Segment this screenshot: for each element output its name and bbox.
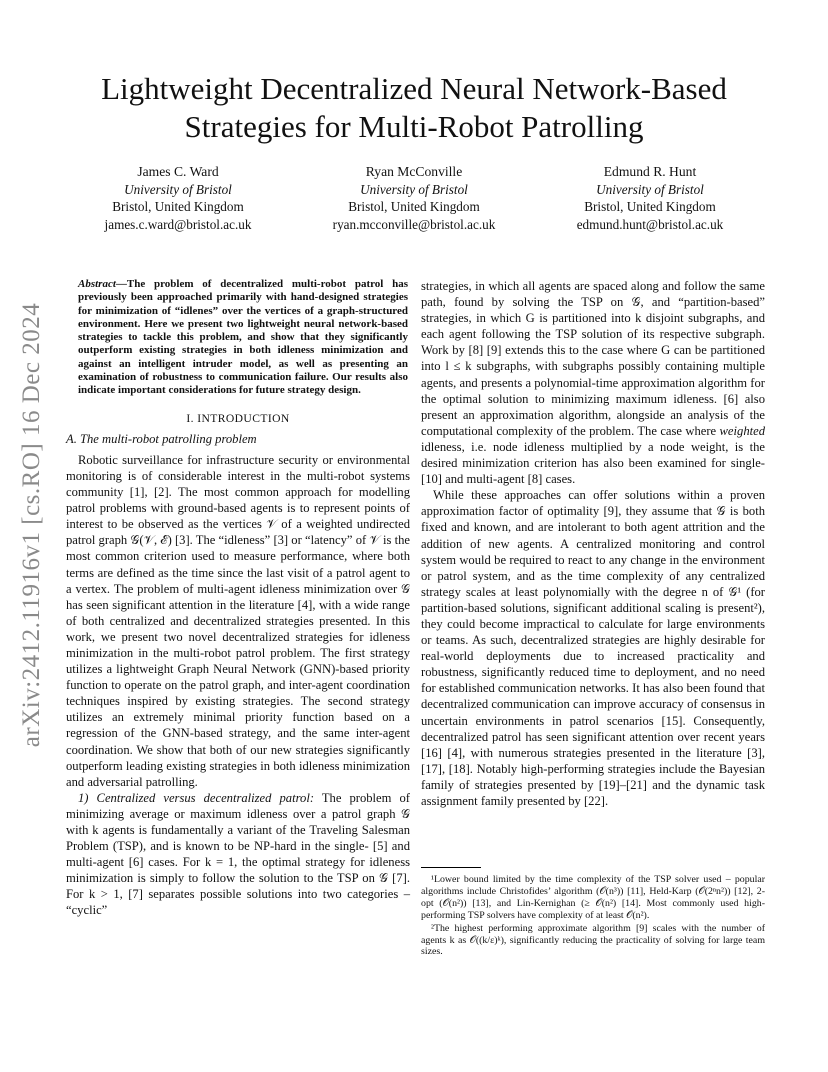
arxiv-identifier-stamp	[14, 290, 50, 760]
author-name: James C. Ward	[137, 164, 219, 179]
author-name: Ryan McConville	[365, 164, 463, 179]
author-block	[60, 163, 768, 233]
footnote-1: ¹Lower bound limited by the time complexity of the TSP solver used – popular algorithms include Christofides’ algorithm (𝒪(n³)) [11], Held-Karp (𝒪(2ⁿn²)) [12], 2-opt (𝒪(n²)) [13], and Lin-Kernighan (≥ 𝒪(n²) [14]. Most commonly used high-performing TSP solvers have complexity of at least 𝒪(n²).	[421, 874, 765, 921]
abstract-label: Abstract	[78, 278, 116, 290]
arxiv-identifier-text: arXiv:2412.11916v1 [cs.RO] 16 Dec 2024	[18, 302, 46, 748]
author-affiliation: University of Bristol	[124, 181, 232, 197]
author-location: Bristol, United Kingdom	[112, 199, 244, 214]
right-paragraph-1	[421, 278, 765, 487]
author-3	[532, 163, 768, 233]
abstract-text: —The problem of decentralized multi-robot patrol has previously been approached primarily with hand-designed strategies for minimization of “idlenes” over the vertices of a graph-structured environment. Here we present two lightweight neural network-based strategies to tackle this problem, and show that they significantly outperform existing strategies in both idleness minimization and against an intelligent intruder model, as well as presenting an examination of robustness to communication failure. Our results also indicate important considerations for future strategy design.	[78, 278, 408, 397]
author-email: edmund.hunt@bristol.ac.uk	[576, 216, 724, 232]
author-2	[296, 163, 532, 233]
paragraph-text-a: strategies, in which all agents are spaced along and follow the same path, found by solving the TSP on 𝒢, and “partition-based” strategies, in which G is partitioned into k disjoint subgraphs, and each agent following the TSP solution of its respective subgraph. Work by [8] [9] extends this to the case where G can be partitioned into l ≤ k subgraphs, with subgraphs possibly containing multiple agents, and presents a polynomial-time approximation algorithm for the optimal solution to minimizing maximum idleness. [6] also present an approximation algorithm, alongside an analysis of the computational complexity of the problem. The case where	[421, 279, 765, 438]
paper-title	[60, 70, 768, 146]
right-column	[421, 278, 765, 809]
section-heading-introduction: I. INTRODUCTION	[186, 411, 290, 425]
author-location: Bristol, United Kingdom	[348, 199, 480, 214]
paragraph-text-b: idleness, i.e. node idleness multiplied by a node weight, is the desired minimization criterion has also been examined for single- [10] and multi-agent [8] cases.	[421, 439, 765, 487]
footnotes	[421, 874, 765, 959]
footnote-divider	[421, 867, 481, 868]
paragraph-text: The problem of minimizing average or maximum idleness over a patrol graph 𝒢 with k agents is fundamentally a variant of the Traveling Salesman Problem (TSP), and is known to be NP-hard in the single- [5] and multi-agent [6] cases. For k = 1, the optimal strategy for idleness minimization is simply to follow the solution to the TSP on 𝒢 [7]. For k > 1, [7] separates possible solutions into two categories – “cyclic”	[66, 790, 410, 918]
paragraph-italic-term: weighted	[719, 423, 765, 438]
author-email: james.c.ward@bristol.ac.uk	[104, 216, 252, 232]
author-affiliation: University of Bristol	[360, 181, 468, 197]
subsection-heading: A. The multi-robot patrolling problem	[66, 431, 257, 446]
footnote-2: ²The highest performing approximate algorithm [9] scales with the number of agents k as 𝒪((k/ε)ᵏ), significantly reducing the practicality of solving for large team sizes.	[421, 922, 765, 958]
intro-paragraph-1: Robotic surveillance for infrastructure security or environmental monitoring is of considerable interest in the multi-robot systems community [1], [2]. The most common approach for modelling patrol problems with ground-based agents is to represent points of interest to be observed as the vertices 𝒱 of a weighted undirected patrol graph 𝒢(𝒱, ℰ) [3]. The “idleness” [3] or “latency” of 𝒱 is the most common criterion used to measure performance, where both terms are defined as the time since the last visit of a patrol agent to a vertex. The problem of multi-agent idleness minimization over 𝒢 has seen significant attention in the literature [4], with a wide range of both centralized and decentralized strategies presented. In this work, we present two novel decentralized strategies for idleness minimization in the multi-robot patrol problem. The first strategy utilizes a lightweight Graph Neural Network (GNN)-based priority function to operate on the patrol graph, and inter-agent coordination techniques inspired by existing strategies. The second strategy utilizes an extremely minimal priority function based on a regression of the GNN-based strategy, and the same inter-agent coordination. We show that both of our new strategies significantly outperform leading existing strategies in both idleness minimization and adversarial patrolling.	[66, 452, 410, 789]
author-1	[60, 163, 296, 233]
abstract	[66, 278, 410, 398]
paper-title-line-1: Lightweight Decentralized Neural Network-Based	[101, 71, 727, 106]
paper-title-line-2: Strategies for Multi-Robot Patrolling	[184, 109, 644, 144]
author-name: Edmund R. Hunt	[603, 164, 697, 179]
author-location: Bristol, United Kingdom	[584, 199, 716, 214]
paragraph-heading: 1) Centralized versus decentralized patrol:	[78, 790, 315, 805]
author-email: ryan.mcconville@bristol.ac.uk	[332, 216, 496, 232]
author-affiliation: University of Bristol	[596, 181, 704, 197]
right-paragraph-2: While these approaches can offer solutions within a proven approximation factor of optimality [9], they assume that 𝒢 is both fixed and known, and are intolerant to both agent attrition and the addition of new agents. A centralized monitoring and control system would be required to react to any change in the environment or patrol system, and as the time complexity of any centralized strategy scales at least polynomially with the degree n of 𝒢¹ (for partition-based solutions, significant additional scaling is present²), they could become impractical to calculate for large environments or teams. As such, decentralized strategies are highly desirable for real-world deployments due to increased practicality and robustness, significantly reduced time to deployment, and no need for established communication networks. It has also been found that decentralized communication can improve accuracy of consensus in uncertain environments in patrol scenarios [15]. Consequently, decentralized patrol has seen significant attention over recent years [16] [4], with numerous strategies presented in the literature [3], [17], [18]. Notably high-performing strategies include the Bayesian family of strategies presented by [19]–[21] and the dynamic task assignment family presented by [22].	[421, 488, 765, 808]
intro-paragraph-2	[66, 790, 410, 919]
left-column	[66, 278, 410, 919]
